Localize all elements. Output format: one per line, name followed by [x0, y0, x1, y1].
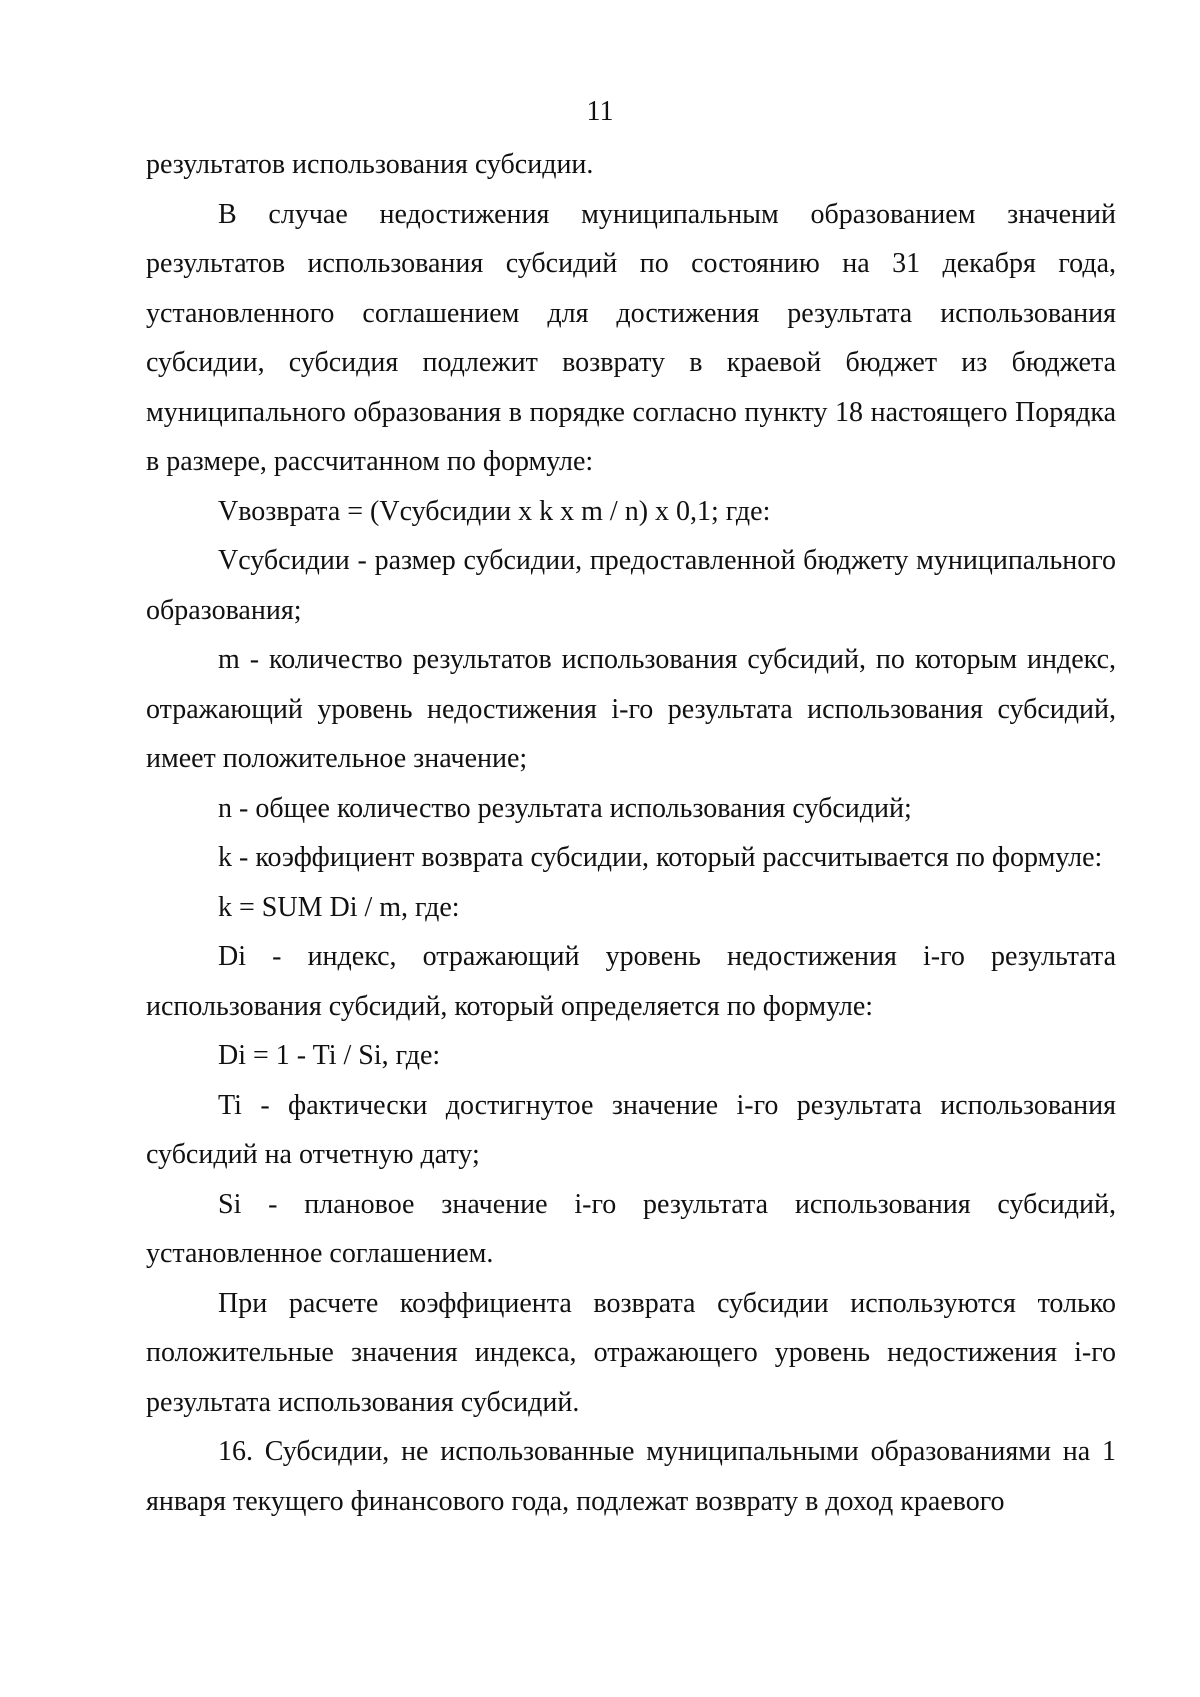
definition-n: n - общее количество результата использования субсидий;	[218, 792, 912, 824]
definition-m: m - количество результатов использования субсидий, по которым индекс, отражающий уровень недостижения i-го результата использования субсидий, имеет положительное значение;	[146, 644, 1116, 774]
document-body	[146, 140, 1116, 1526]
page-number: 11	[586, 96, 614, 127]
definition-k: k - коэффициент возврата субсидии, который рассчитывается по формуле:	[218, 842, 1103, 873]
paragraph-section-16: 16. Субсидии, не использованные муниципальными образованиями на 1 января текущего финансового года, подлежат возврату в доход краевого	[146, 1436, 1116, 1517]
paragraph-continuation: результатов использования субсидии.	[146, 149, 594, 180]
formula-di: Di = 1 - Ti / Si, где:	[218, 1040, 441, 1071]
definition-di: Di - индекс, отражающий уровень недостижения i-го результата использования субсидий, который определяется по формуле:	[146, 941, 1116, 1022]
formula-k: k = SUM Di / m, где:	[218, 891, 460, 923]
formula-refund-volume: Vвозврата = (Vсубсидии x k x m / n) x 0,1; где:	[218, 495, 771, 527]
definition-ti: Ti - фактически достигнутое значение i-го результата использования субсидий на отчетную дату;	[146, 1089, 1116, 1170]
paragraph-positive-values: При расчете коэффициента возврата субсидии используются только положительные значения индекса, отражающего уровень недостижения i-го результата использования субсидий.	[146, 1287, 1116, 1418]
paragraph-refund-condition: В случае недостижения муниципальным образованием значений результатов использования субсидий по состоянию на 31 декабря года, установленного соглашением для достижения результата использования субсидии, субсидия подлежит возврату в краевой бюджет из бюджета муниципального образования в порядке согласно пункту 18 настоящего Порядка в размере, рассчитанном по формуле:	[146, 198, 1116, 477]
definition-si: Si - плановое значение i-го результата использования субсидий, установленное соглашением.	[146, 1188, 1116, 1269]
definition-v-subsidy: Vсубсидии - размер субсидии, предоставленной бюджету муниципального образования;	[146, 545, 1116, 626]
